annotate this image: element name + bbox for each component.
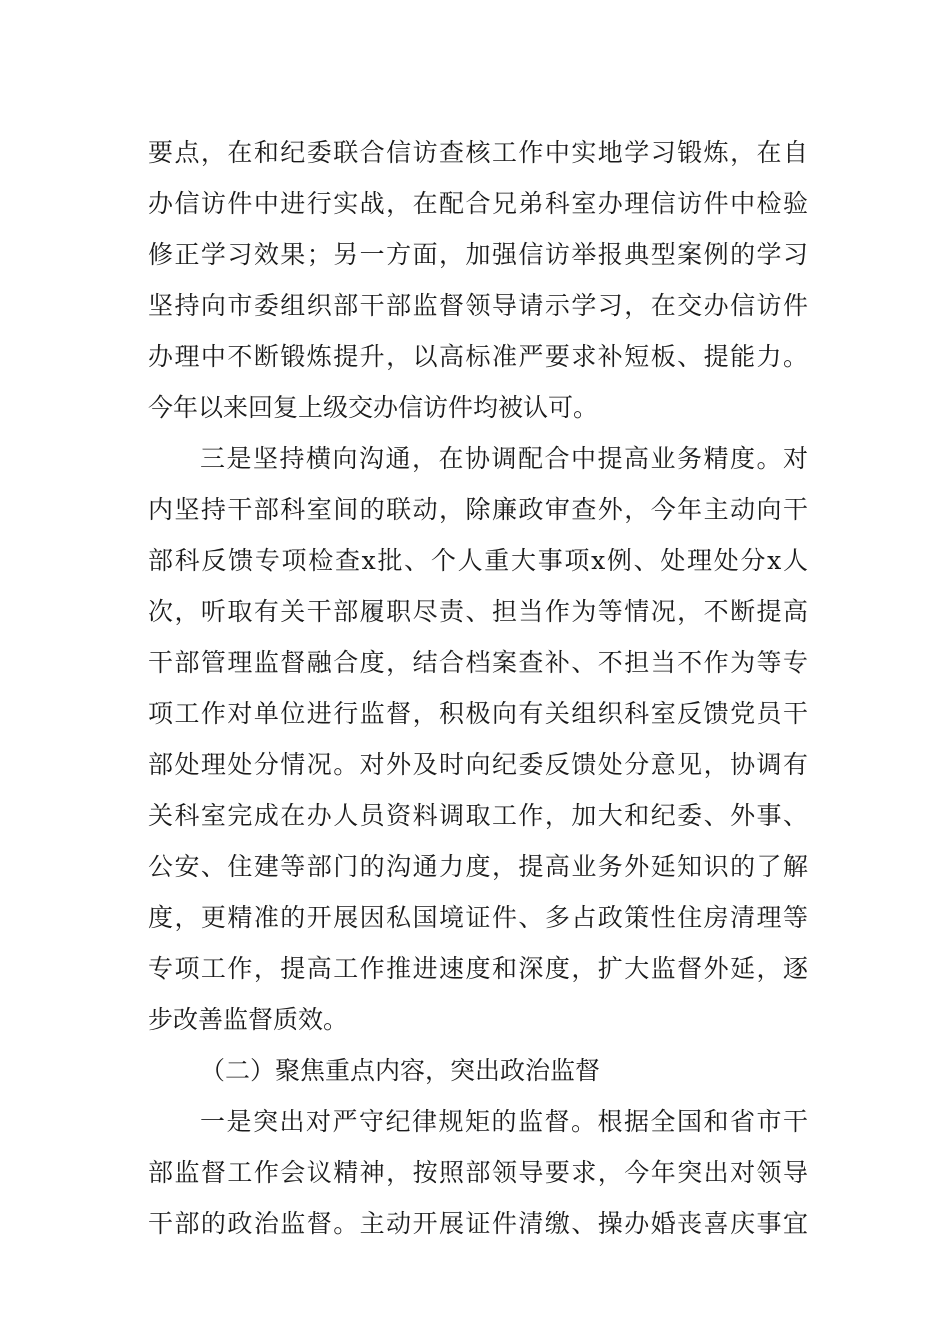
section-heading: （二）聚焦重点内容，突出政治监督 (200, 1056, 601, 1085)
text-line: 要点，在和纪委联合信访查核工作中实地学习锻炼，在自 (148, 138, 808, 167)
document-body (148, 127, 808, 1249)
text-line: 干部管理监督融合度，结合档案查补、不担当不作为等专 (148, 648, 808, 677)
text-line: 办理中不断锻炼提升，以高标准严要求补短板、提能力。 (148, 342, 808, 371)
text-line: 干部的政治监督。主动开展证件清缴、操办婚丧喜庆事宜 (148, 1209, 808, 1238)
text-line: 专项工作，提高工作推进速度和深度，扩大监督外延，逐 (148, 954, 808, 983)
text-line: 次，听取有关干部履职尽责、担当作为等情况，不断提高 (148, 597, 808, 626)
text-line: 关科室完成在办人员资料调取工作，加大和纪委、外事、 (148, 801, 808, 830)
text-line: 坚持向市委组织部干部监督领导请示学习，在交办信访件 (148, 291, 808, 320)
text-line: 部科反馈专项检查x批、个人重大事项x例、处理处分x人 (148, 546, 808, 575)
text-line: 办信访件中进行实战，在配合兄弟科室办理信访件中检验 (148, 189, 808, 218)
text-line: 部监督工作会议精神，按照部领导要求，今年突出对领导 (148, 1158, 808, 1187)
text-line: 内坚持干部科室间的联动，除廉政审查外，今年主动向干 (148, 495, 808, 524)
text-line: 步改善监督质效。 (148, 1005, 349, 1034)
text-line: 修正学习效果；另一方面，加强信访举报典型案例的学习 (148, 240, 808, 269)
text-line: 项工作对单位进行监督，积极向有关组织科室反馈党员干 (148, 699, 808, 728)
paragraph-first-line: 三是坚持横向沟通，在协调配合中提高业务精度。对 (200, 444, 808, 473)
text-line: 度，更精准的开展因私国境证件、多占政策性住房清理等 (148, 903, 808, 932)
paragraph-first-line: 一是突出对严守纪律规矩的监督。根据全国和省市干 (200, 1107, 808, 1136)
text-line: 公安、住建等部门的沟通力度，提高业务外延知识的了解 (148, 852, 808, 881)
text-line: 部处理处分情况。对外及时向纪委反馈处分意见，协调有 (148, 750, 808, 779)
text-line: 今年以来回复上级交办信访件均被认可。 (148, 393, 599, 422)
